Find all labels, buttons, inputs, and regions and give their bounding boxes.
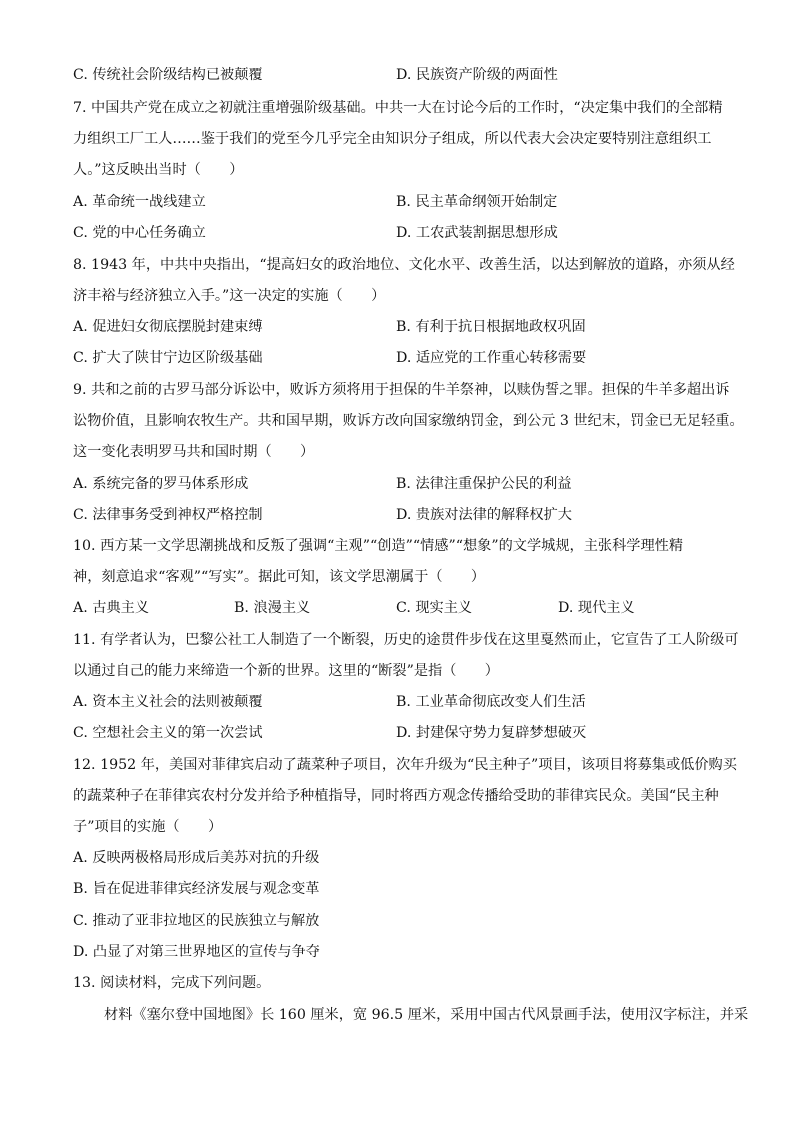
q10-stem-line-1: 10. 西方某一文学思潮挑战和反叛了强调“主观”“创造”“情感”“想象”的文学城规，主张科学理性精 (73, 538, 684, 554)
q12-stem-line-1: 12. 1952 年，美国对菲律宾启动了蔬菜种子项目，次年升级为“民主种子”项目，该项目将募集或低价购买 (73, 757, 737, 773)
q7-stem-line-3: 人。”这反映出当时（ ） (73, 162, 244, 178)
q12-stem-line-3: 子”项目的实施（ ） (73, 819, 223, 835)
q10-stem-line-2: 神，刻意追求“客观”“写实”。据此可知，该文学思潮属于（ ） (73, 569, 486, 585)
q12-option-b: B. 旨在促进菲律宾经济发展与观念变革 (73, 881, 320, 897)
q8-option-d: D. 适应党的工作重心转移需要 (396, 350, 587, 366)
q13-material-line-1: 材料《塞尔登中国地图》长 160 厘米，宽 96.5 厘米，采用中国古代风景画手法，使用汉字标注，并采 (104, 1007, 749, 1023)
q12-option-d: D. 凸显了对第三世界地区的宣传与争夺 (73, 944, 320, 960)
q9-stem-line-2: 讼物价值，且影响农牧生产。共和国早期，败诉方改向国家缴纳罚金，到公元 3 世纪末，罚金已无足轻重。 (73, 413, 744, 429)
q8-stem-line-2: 济丰裕与经济独立入手。”这一决定的实施（ ） (73, 288, 386, 304)
q7-option-a: A. 革命统一战线建立 (73, 194, 206, 210)
q7-option-c: C. 党的中心任务确立 (73, 225, 206, 241)
q11-option-b: B. 工业革命彻底改变人们生活 (396, 694, 586, 710)
q10-option-d: D. 现代主义 (558, 600, 635, 616)
q12-option-a: A. 反映两极格局形成后美苏对抗的升级 (73, 850, 320, 866)
q11-option-d: D. 封建保守势力复辟梦想破灭 (396, 725, 587, 741)
q8-option-c: C. 扩大了陕甘宁边区阶级基础 (73, 350, 263, 366)
q10-option-c: C. 现实主义 (396, 600, 473, 616)
q7-stem-line-2: 力组织工厂工人……鉴于我们的党至今几乎完全由知识分子组成，所以代表大会决定要特别注意组织工 (73, 131, 712, 147)
q7-option-b: B. 民主革命纲领开始制定 (396, 194, 558, 210)
q11-stem-line-2: 以通过自己的能力来缔造一个新的世界。这里的“断裂”是指（ ） (73, 663, 499, 679)
q7-stem-line-1: 7. 中国共产党在成立之初就注重增强阶级基础。中共一大在讨论今后的工作时，“决定集中我们的全部精 (73, 100, 723, 116)
q6-option-c: C. 传统社会阶级结构已被颠覆 (73, 67, 263, 83)
q9-option-d: D. 贵族对法律的解释权扩大 (396, 507, 572, 523)
q9-stem-line-3: 这一变化表明罗马共和国时期（ ） (73, 444, 315, 460)
q12-stem-line-2: 的蔬菜种子在菲律宾农村分发并给予种植指导，同时将西方观念传播给受助的菲律宾民众。美国“民主种 (73, 788, 719, 804)
q11-stem-line-1: 11. 有学者认为，巴黎公社工人制造了一个断裂，历史的途贯件步伐在这里戛然而止，它宣告了工人阶级可 (73, 632, 739, 648)
q9-option-b: B. 法律注重保护公民的利益 (396, 476, 572, 492)
q10-option-a: A. 古典主义 (73, 600, 150, 616)
q8-stem-line-1: 8. 1943 年，中共中央指出，“提高妇女的政治地位、文化水平、改善生活，以达到解放的道路，亦须从经 (73, 257, 735, 273)
q10-option-b: B. 浪漫主义 (234, 600, 311, 616)
q11-option-c: C. 空想社会主义的第一次尝试 (73, 725, 263, 741)
q13-stem-line-1: 13. 阅读材料，完成下列问题。 (73, 975, 271, 991)
q9-option-a: A. 系统完备的罗马体系形成 (73, 476, 249, 492)
q9-option-c: C. 法律事务受到神权严格控制 (73, 507, 263, 523)
q8-option-a: A. 促进妇女彻底摆脱封建束缚 (73, 319, 263, 335)
q8-option-b: B. 有利于抗日根据地政权巩固 (396, 319, 586, 335)
q11-option-a: A. 资本主义社会的法则被颠覆 (73, 694, 263, 710)
q6-option-d: D. 民族资产阶级的两面性 (396, 67, 558, 83)
q9-stem-line-1: 9. 共和之前的古罗马部分诉讼中，败诉方须将用于担保的牛羊祭神，以赎伪誓之罪。担保的牛羊多超出诉 (73, 382, 730, 398)
q12-option-c: C. 推动了亚非拉地区的民族独立与解放 (73, 913, 320, 929)
q7-option-d: D. 工农武装割据思想形成 (396, 225, 558, 241)
